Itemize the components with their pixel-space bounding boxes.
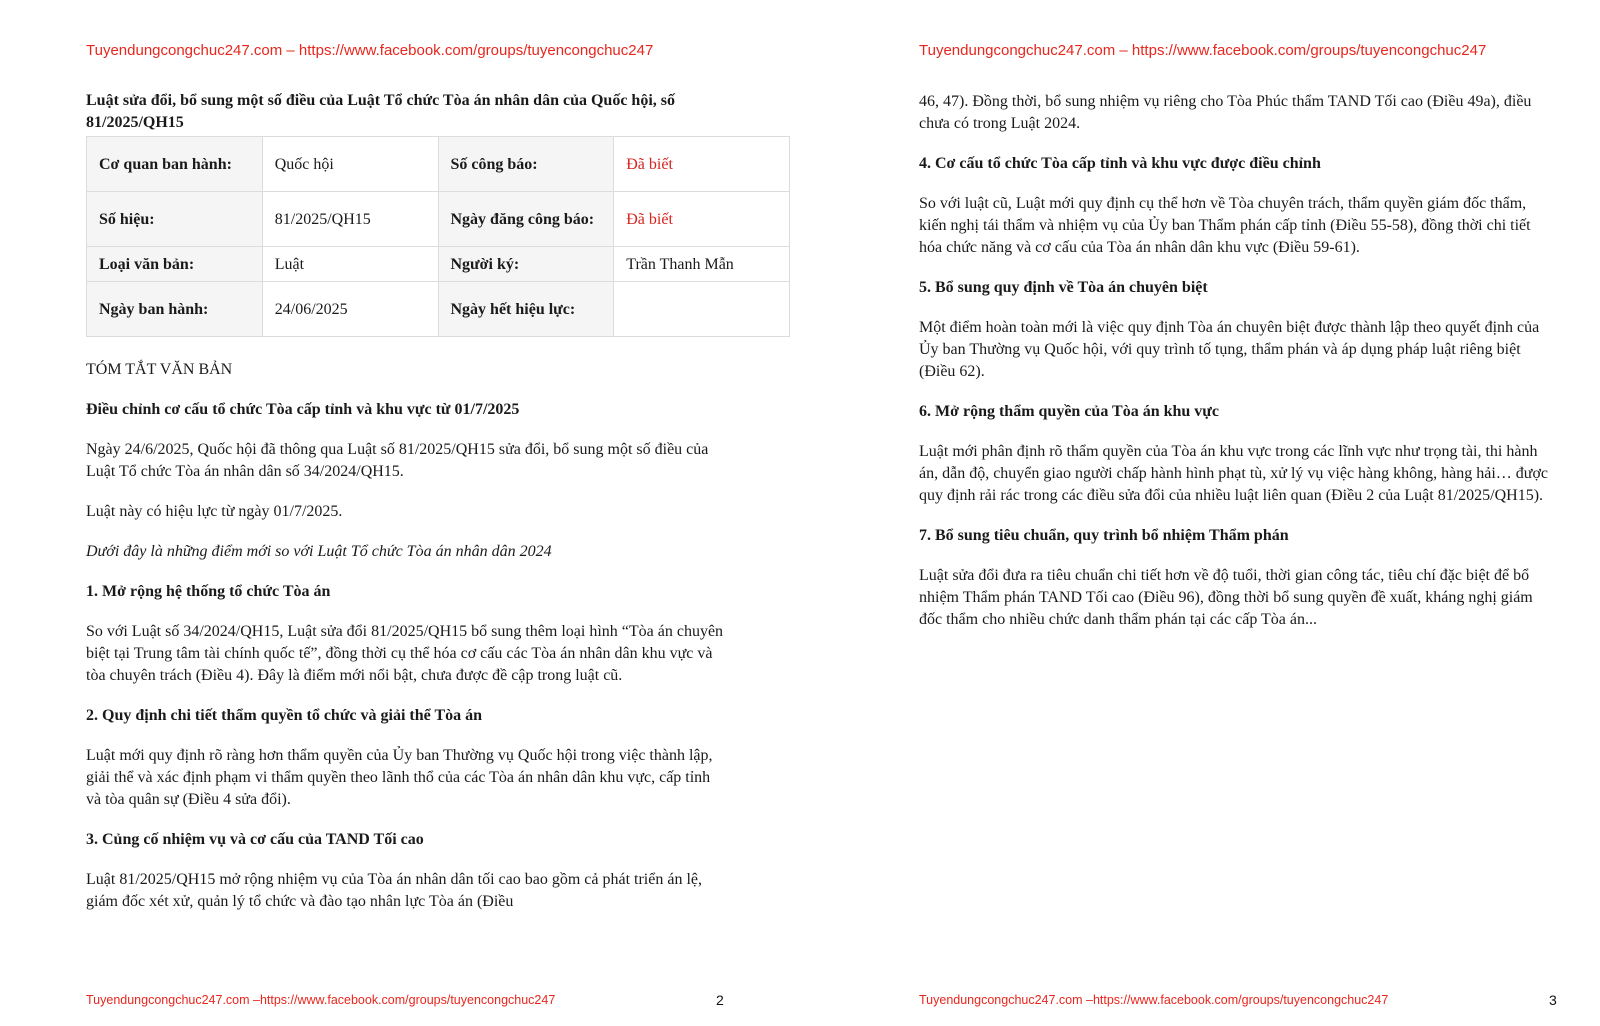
page-number: 2 bbox=[716, 992, 724, 1008]
metadata-label: Cơ quan ban hành: bbox=[87, 137, 263, 192]
section-paragraph: Một điểm hoàn toàn mới là việc quy định Tòa án chuyên biệt được thành lập theo quyết định của Ủy ban Thường vụ Quốc hội, với quy trình tố tụng, thẩm phán và áp dụng pháp luật riêng biệt (Điều 62). bbox=[919, 319, 1540, 380]
page-header-watermark: Tuyendungcongchuc247.com – https://www.facebook.com/groups/tuyencongchuc247 bbox=[919, 42, 1487, 59]
intro-paragraph: Ngày 24/6/2025, Quốc hội đã thông qua Luật số 81/2025/QH15 sửa đổi, bổ sung một số điều của Luật Tổ chức Tòa án nhân dân số 34/2024/QH15. bbox=[86, 441, 709, 480]
intro-note: Dưới đây là những điểm mới so với Luật Tổ chức Tòa án nhân dân 2024 bbox=[86, 543, 552, 560]
metadata-label: Ngày hết hiệu lực: bbox=[438, 282, 614, 337]
section-heading: 6. Mở rộng thẩm quyền của Tòa án khu vực bbox=[919, 403, 1219, 420]
summary-heading: TÓM TẮT VĂN BẢN bbox=[86, 361, 233, 378]
metadata-row bbox=[87, 282, 790, 337]
effective-date-paragraph: Luật này có hiệu lực từ ngày 01/7/2025. bbox=[86, 503, 343, 520]
section-heading: 3. Củng cố nhiệm vụ và cơ cấu của TAND Tối cao bbox=[86, 831, 424, 848]
section-heading: 2. Quy định chi tiết thẩm quyền tổ chức và giải thể Tòa án bbox=[86, 707, 483, 724]
metadata-value: Quốc hội bbox=[262, 137, 438, 192]
document-title: Luật sửa đổi, bổ sung một số điều của Luật Tổ chức Tòa án nhân dân của Quốc hội, số 81/2025/QH15 bbox=[86, 92, 675, 131]
metadata-label: Loại văn bản: bbox=[87, 247, 263, 282]
document-metadata-table bbox=[86, 136, 790, 337]
section-paragraph: Luật mới phân định rõ thẩm quyền của Tòa án khu vực trong các lĩnh vực như trọng tài, thi hành án, dẫn độ, chuyển giao người chấp hành hình phạt tù, xử lý vụ việc hàng không, hàng hải… được quy định rải rác trong các điều sửa đổi của nhiều luật liên quan (Điều 2 của Luật 81/2025/QH15). bbox=[919, 443, 1549, 504]
metadata-row bbox=[87, 192, 790, 247]
metadata-value-link[interactable]: Đã biết bbox=[614, 192, 790, 247]
page-header-watermark: Tuyendungcongchuc247.com – https://www.facebook.com/groups/tuyencongchuc247 bbox=[86, 42, 654, 59]
section-paragraph: Luật mới quy định rõ ràng hơn thẩm quyền của Ủy ban Thường vụ Quốc hội trong việc thành lập, giải thể và xác định phạm vi thẩm quyền theo lãnh thổ của các Tòa án nhân dân khu vực, cấp tỉnh và tòa quân sự (Điều 4 sửa đổi). bbox=[86, 747, 713, 808]
metadata-label: Số hiệu: bbox=[87, 192, 263, 247]
page-3-body bbox=[919, 91, 1551, 649]
metadata-value bbox=[614, 282, 790, 337]
metadata-value: Trần Thanh Mẫn bbox=[614, 247, 790, 282]
section-heading: 4. Cơ cấu tổ chức Tòa cấp tỉnh và khu vực được điều chỉnh bbox=[919, 155, 1321, 172]
section-heading: 5. Bổ sung quy định về Tòa án chuyên biệt bbox=[919, 279, 1208, 296]
metadata-label: Người ký: bbox=[438, 247, 614, 282]
metadata-value: 81/2025/QH15 bbox=[262, 192, 438, 247]
section-paragraph: Luật sửa đổi đưa ra tiêu chuẩn chi tiết hơn về độ tuổi, thời gian công tác, tiêu chí đặc biệt để bổ nhiệm Thẩm phán TAND Tối cao (Điều 96), đồng thời bổ sung quyền đề xuất, kháng nghị giám đốc thẩm cho nhiều chức danh thẩm phán tại các cấp Tòa án... bbox=[919, 567, 1533, 628]
metadata-value: Luật bbox=[262, 247, 438, 282]
metadata-value: 24/06/2025 bbox=[262, 282, 438, 337]
page-footer-watermark: Tuyendungcongchuc247.com –https://www.facebook.com/groups/tuyencongchuc247 bbox=[919, 993, 1389, 1007]
section-paragraph: Luật 81/2025/QH15 mở rộng nhiệm vụ của Tòa án nhân dân tối cao bao gồm cả phát triển án lệ, giám đốc xét xử, quản lý tổ chức và đào tạo nhân lực Tòa án (Điều bbox=[86, 871, 702, 910]
section-paragraph: So với luật cũ, Luật mới quy định cụ thể hơn về Tòa chuyên trách, thẩm quyền giám đốc thẩm, kiến nghị tái thẩm và nhiệm vụ của Ủy ban Thẩm phán cấp tỉnh (Điều 55-58), đồng thời chi tiết hóa chức năng và cơ cấu của Tòa án nhân dân khu vực (Điều 59-61). bbox=[919, 195, 1531, 256]
metadata-row bbox=[87, 137, 790, 192]
page-2-body bbox=[86, 90, 734, 931]
section-heading: 7. Bổ sung tiêu chuẩn, quy trình bổ nhiệm Thẩm phán bbox=[919, 527, 1289, 544]
page-3 bbox=[833, 0, 1600, 1026]
continued-paragraph: 46, 47). Đồng thời, bổ sung nhiệm vụ riêng cho Tòa Phúc thẩm TAND Tối cao (Điều 49a), điều chưa có trong Luật 2024. bbox=[919, 93, 1532, 132]
section-paragraph: So với Luật số 34/2024/QH15, Luật sửa đổi 81/2025/QH15 bổ sung thêm loại hình “Tòa án chuyên biệt tại Trung tâm tài chính quốc tế”, đồng thời cụ thể hóa cơ cấu các Tòa án nhân dân khu vực và tòa chuyên trách (Điều 4). Đây là điểm mới nổi bật, chưa được đề cập trong luật cũ. bbox=[86, 623, 724, 684]
metadata-row bbox=[87, 247, 790, 282]
metadata-label: Ngày ban hành: bbox=[87, 282, 263, 337]
summary-headline: Điều chỉnh cơ cấu tổ chức Tòa cấp tỉnh và khu vực từ 01/7/2025 bbox=[86, 401, 520, 418]
metadata-label: Ngày đăng công báo: bbox=[438, 192, 614, 247]
metadata-value-link[interactable]: Đã biết bbox=[614, 137, 790, 192]
section-heading: 1. Mở rộng hệ thống tổ chức Tòa án bbox=[86, 583, 331, 600]
page-footer-watermark: Tuyendungcongchuc247.com –https://www.facebook.com/groups/tuyencongchuc247 bbox=[86, 993, 556, 1007]
page-number: 3 bbox=[1549, 992, 1557, 1008]
metadata-label: Số công báo: bbox=[438, 137, 614, 192]
